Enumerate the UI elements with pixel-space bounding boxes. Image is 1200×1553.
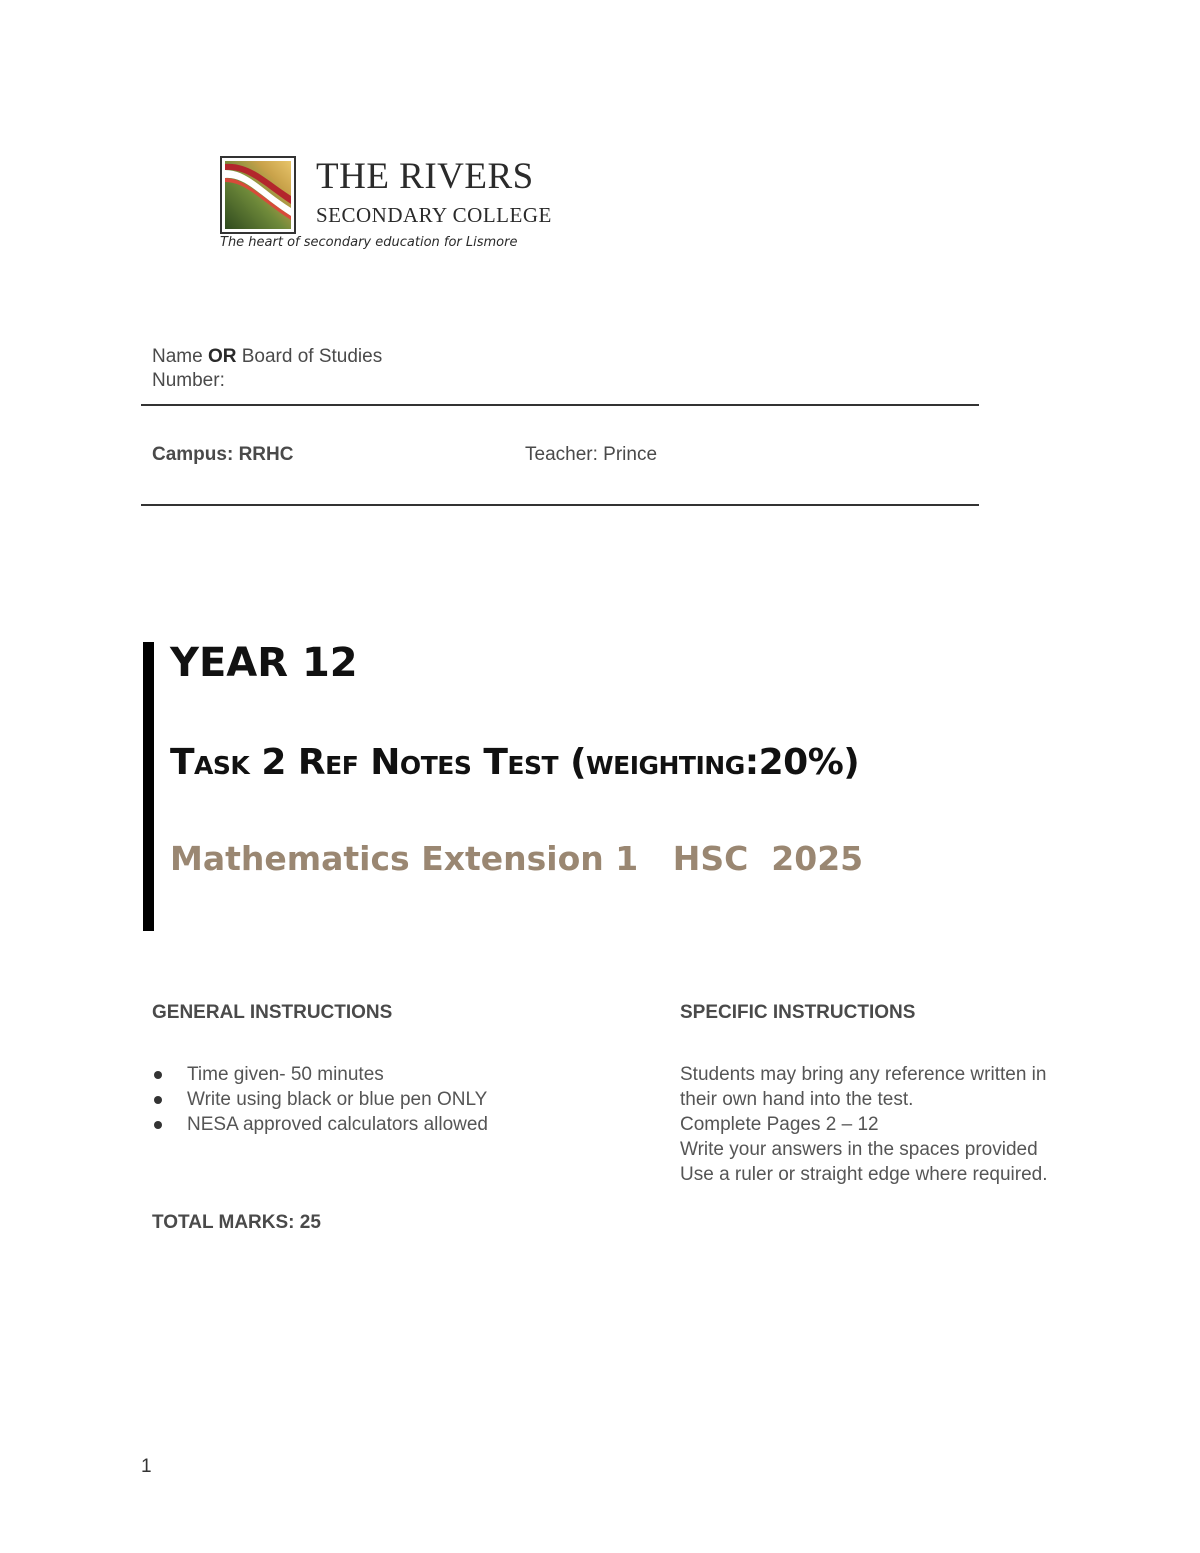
total-marks: TOTAL MARKS: 25 bbox=[152, 1212, 321, 1233]
instruction-line: Students may bring any reference written in bbox=[680, 1064, 1047, 1085]
task-heading: Task 2 Ref Notes Test (weighting:20%) bbox=[170, 742, 860, 783]
general-instructions-heading: GENERAL INSTRUCTIONS bbox=[152, 1002, 393, 1023]
college-name: THE RIVERS bbox=[316, 156, 534, 197]
campus-label: Campus: RRHC bbox=[152, 444, 294, 465]
list-item: Time given- 50 minutes bbox=[152, 1062, 488, 1087]
instruction-line: Complete Pages 2 – 12 bbox=[680, 1114, 879, 1135]
bullet-icon bbox=[154, 1071, 162, 1079]
instruction-line: their own hand into the test. bbox=[680, 1089, 914, 1110]
specific-instructions-heading: SPECIFIC INSTRUCTIONS bbox=[680, 1002, 916, 1023]
name-field-label: Name OR Board of Studies Number: bbox=[152, 346, 383, 391]
instruction-line: Use a ruler or straight edge where required. bbox=[680, 1164, 1048, 1185]
general-instructions-list bbox=[152, 1062, 488, 1137]
name-underline bbox=[141, 404, 979, 406]
instruction-line: Write your answers in the spaces provided bbox=[680, 1139, 1038, 1160]
bullet-icon bbox=[154, 1096, 162, 1104]
subject-heading: Mathematics Extension 1 HSC 2025 bbox=[170, 839, 864, 878]
bullet-icon bbox=[154, 1121, 162, 1129]
title-accent-bar bbox=[143, 642, 154, 931]
list-item: NESA approved calculators allowed bbox=[152, 1112, 488, 1137]
campus-underline bbox=[141, 504, 979, 506]
college-tagline: The heart of secondary education for Lismore bbox=[220, 235, 518, 250]
list-item: Write using black or blue pen ONLY bbox=[152, 1087, 488, 1112]
page-number: 1 bbox=[141, 1456, 152, 1477]
college-subtitle: SECONDARY COLLEGE bbox=[316, 203, 552, 227]
teacher-label: Teacher: Prince bbox=[525, 444, 658, 465]
specific-instructions-text bbox=[680, 1062, 1140, 1187]
year-heading: YEAR 12 bbox=[170, 640, 358, 686]
college-logo-icon bbox=[220, 156, 296, 234]
